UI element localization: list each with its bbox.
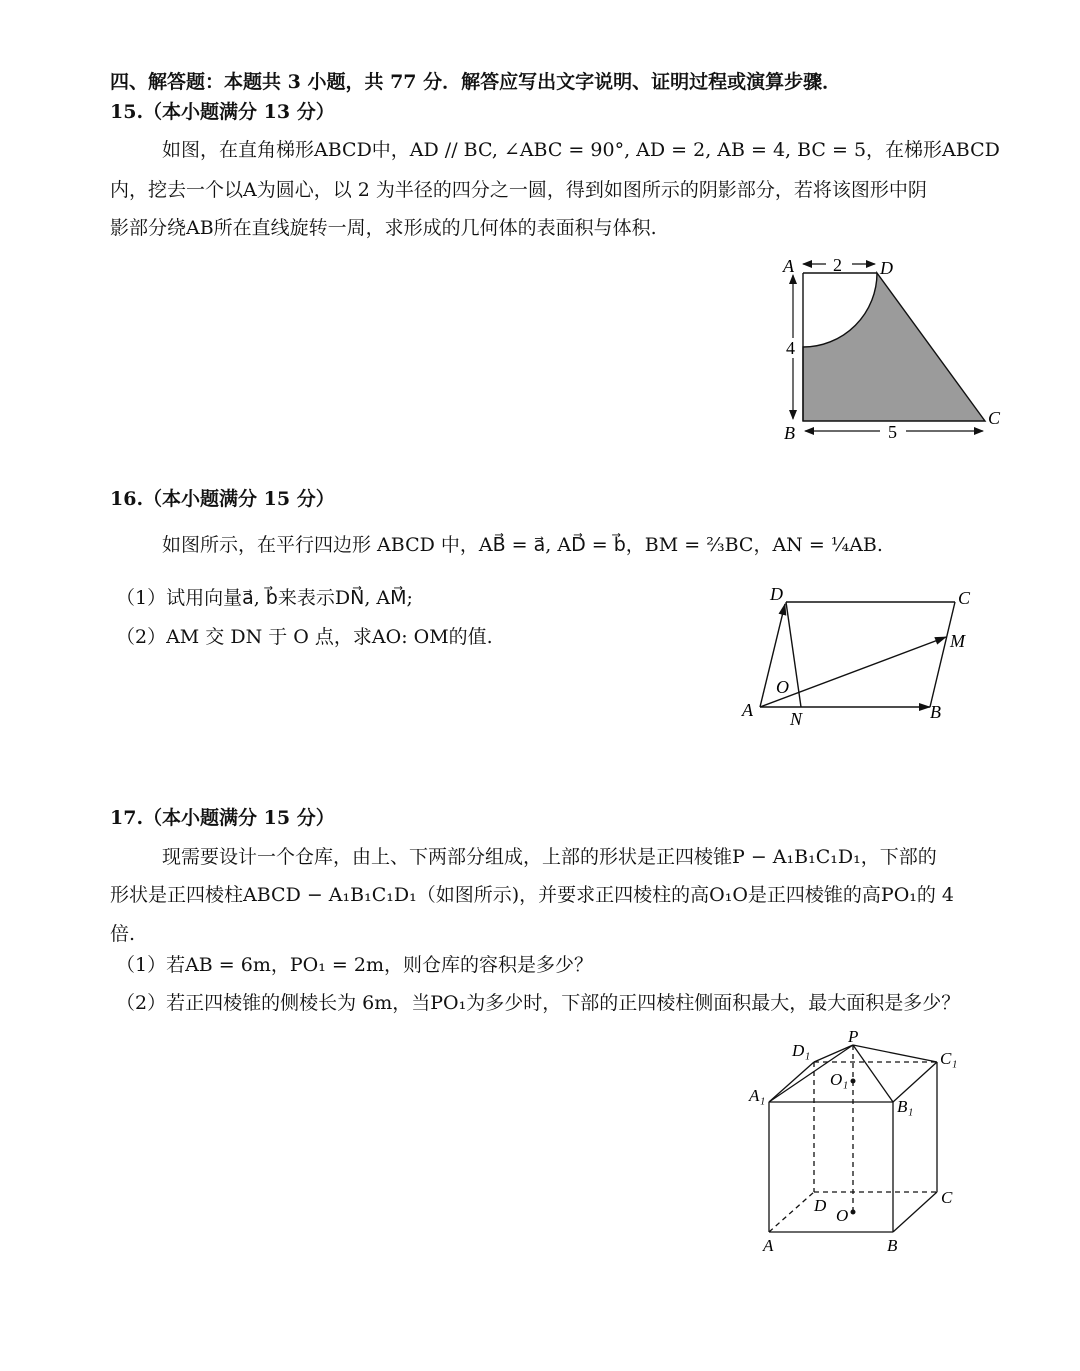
- q15-line-3: 影部分绕AB所在直线旋转一周，求形成的几何体的表面积与体积.: [110, 217, 657, 239]
- label-D: D: [880, 258, 893, 278]
- label-A: A: [763, 1236, 774, 1255]
- label-B: B: [930, 702, 941, 722]
- label-len-AB: 4: [786, 338, 795, 358]
- label-O: O: [836, 1206, 849, 1225]
- label-O1: O₁: [830, 1070, 849, 1089]
- label-O: O: [776, 677, 789, 697]
- q15-figure: [775, 255, 1015, 445]
- label-len-AD: 2: [833, 255, 842, 275]
- label-D: D: [814, 1196, 827, 1215]
- label-C: C: [941, 1188, 953, 1207]
- edge-B1C1: [893, 1062, 937, 1102]
- edge-BC: [893, 1192, 937, 1232]
- label-A: A: [742, 700, 753, 720]
- label-D1: D₁: [792, 1041, 811, 1060]
- q17-line-3: 倍.: [110, 923, 136, 945]
- q16-part-1: （1）试用向量a⃗, b⃗来表示DN⃗, AM⃗;: [116, 587, 413, 609]
- q17-part-2: （2）若正四棱锥的侧棱长为 6m，当PO₁为多少时，下部的正四棱柱侧面积最大，最大面积是多少？: [116, 992, 961, 1014]
- q15-line-1: 如图，在直角梯形ABCD中，AD // BC, ∠ABC = 90°, AD = 2, AB = 4, BC = 5，在梯形ABCD: [162, 139, 1000, 161]
- shaded-region: [803, 273, 985, 421]
- q15-header: 15.（本小题满分 13 分）: [110, 101, 335, 123]
- q16-figure: [740, 582, 980, 732]
- point-O1: [851, 1079, 856, 1084]
- label-C1: C₁: [940, 1049, 958, 1068]
- label-N: N: [790, 709, 803, 729]
- label-B1: B₁: [897, 1097, 914, 1116]
- section-title: 四、解答题：本题共 3 小题，共 77 分．解答应写出文字说明、证明过程或演算步骤．: [110, 71, 842, 93]
- label-M: M: [950, 631, 965, 651]
- label-C: C: [988, 408, 1001, 428]
- label-A: A: [783, 256, 794, 276]
- label-D: D: [770, 584, 783, 604]
- label-C: C: [958, 588, 971, 608]
- q17-part-1: （1）若AB = 6m，PO₁ = 2m，则仓库的容积是多少？: [116, 954, 593, 976]
- q16-header: 16.（本小题满分 15 分）: [110, 488, 335, 510]
- q17-figure: [745, 1025, 975, 1255]
- q15-line-2: 内，挖去一个以A为圆心，以 2 为半径的四分之一圆，得到如图所示的阴影部分，若将该图形中阴: [110, 179, 927, 201]
- q17-header: 17.（本小题满分 15 分）: [110, 807, 335, 829]
- edge-BC: [930, 602, 955, 707]
- q16-part-2: （2）AM 交 DN 于 O 点，求AO: OM的值.: [116, 626, 493, 648]
- q17-line-1: 现需要设计一个仓库，由上、下两部分组成，上部的形状是正四棱锥P − A₁B₁C₁D₁，下部的: [162, 846, 937, 868]
- q16-line-1: 如图所示，在平行四边形 ABCD 中，AB⃗ = a⃗, AD⃗ = b⃗，BM = ²⁄₃BC，AN = ¹⁄₄AB.: [162, 534, 883, 556]
- edge-A1D1: [769, 1062, 814, 1102]
- point-O: [851, 1210, 856, 1215]
- edge-PB1: [853, 1045, 893, 1102]
- label-P: P: [848, 1027, 859, 1046]
- edge-PC1: [853, 1045, 937, 1062]
- edge-AD-hidden: [769, 1192, 814, 1232]
- q17-line-2: 形状是正四棱柱ABCD − A₁B₁C₁D₁（如图所示)，并要求正四棱柱的高O₁O是正四棱锥的高PO₁的 4: [110, 884, 955, 906]
- label-B: B: [784, 423, 795, 443]
- label-len-BC: 5: [888, 422, 897, 442]
- edge-PD1: [814, 1045, 853, 1062]
- label-B: B: [887, 1236, 898, 1255]
- label-A1: A₁: [749, 1086, 766, 1105]
